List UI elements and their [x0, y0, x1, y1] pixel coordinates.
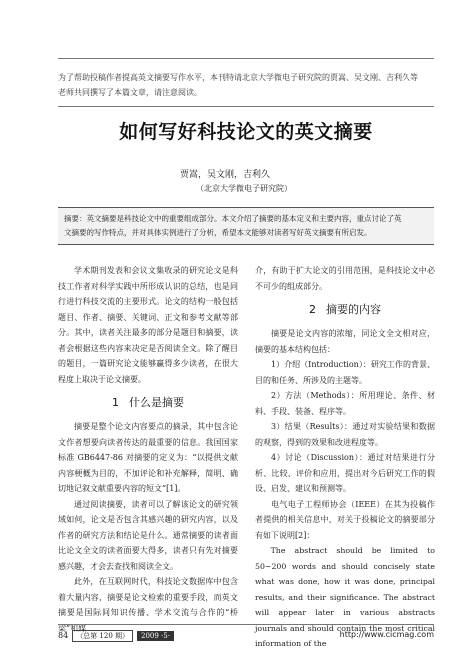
- section-1-number: 1: [112, 396, 119, 409]
- issue-number: （总第 120 期）: [72, 630, 133, 642]
- editor-note-line-1: 为了帮助投稿作者提高英文摘要写作水平，本刊特请北京大学微电子研究院的贾嵩、吴文刚、吉利久等: [58, 73, 418, 82]
- section-1-paragraph-2: 通过阅读摘要，读者可以了解该论文的研究领域如何，论文是否包含其感兴趣的研究内容，以及作者的研究方法和结论是什么。通常摘要的读者面比论文全文的读者面要大得多，读者只有先对摘要感兴趣，才会去查找和阅读全文。: [58, 499, 238, 571]
- right-column: [255, 263, 435, 652]
- footer-rule: [58, 624, 434, 625]
- section-2-heading: [255, 302, 435, 317]
- section-1-paragraph-1: 摘要是整个论文内容要点的摘录，其中包含论文作者想要向读者传达的最重要的信息。我国国家标准 GB6447-86 对摘要的定义为：“以提供文献内容梗概为目的，不加评论和补充解释，简明、确切地记叙文献重要内容的短文”[1]。: [58, 422, 238, 493]
- section-1-title: 什么是摘要: [129, 396, 184, 409]
- list-item-methods: 2）方法（Methods）：所用理论、条件、材料、手段、装备、程序等。: [255, 391, 435, 416]
- intro-paragraph: 学术期刊发表和会议文集收录的研究论文是科技工作者对科学实践中所形成认识的总结，也是同行进行科技交流的主要形式。论文的结构一般包括题目、作者、摘要、关键词、正文和参考文献等部分。其中，读者关注最多的部分是题目和摘要，读者会根据这些内容来决定是否阅读全文。除了醒目的题目，一篇研究论文能够赢得多少读者，在很大程度上取决于论文摘要。: [58, 266, 238, 384]
- continued-paragraph: 介，有助于扩大论文的引用范围，是科技论文中必不可少的组成部分。: [255, 266, 435, 291]
- list-item-results: 3）结果（Results）：通过对实验结果和数据的观察，得到的效果和改进程度等。: [255, 422, 435, 447]
- abstract-line-2: 文摘要的写作特点，并对具体实例进行了分析，希望本文能够对读者写好英文摘要有所启发。: [64, 228, 372, 237]
- affiliation: （北京大学微电子研究院）: [196, 184, 292, 193]
- editor-note-rule: [58, 106, 434, 107]
- list-item-introduction: 1）介绍（Introduction）：研究工作的背景、目的和任务、所涉及的主题等。: [255, 360, 435, 385]
- section-2-title: 摘要的内容: [326, 303, 381, 316]
- list-item-discussion: 4）讨论（Discussion）：通过对结果进行分析、比较、评价和应用，提出对今后研究工作的假设、启发、建议和预测等。: [255, 453, 435, 493]
- authors: 贾嵩，吴文刚，吉利久: [180, 170, 271, 180]
- editor-note-line-2: 老师共同撰写了本篇文章，请注意阅读。: [58, 88, 202, 97]
- article-title: 如何写好科技论文的英文摘要: [119, 121, 373, 143]
- journal-url: http://www.cicmag.com: [339, 630, 434, 639]
- abstract-box: [58, 207, 434, 245]
- left-column: [58, 263, 238, 636]
- page-number: 84: [58, 631, 69, 640]
- section-2-paragraph-1: 摘要是论文内容的浓缩，同论文全文相对应，摘要的基本结构包括：: [255, 329, 435, 354]
- top-rule: [58, 58, 434, 59]
- section-1-heading: [58, 395, 238, 410]
- section-1-paragraph-3: 此外，在互联网时代，科技论文数据库中包含着大量内容，摘要是论文检索的重要手段，而英文摘要是国际间知识传播、学术交流与合作的“桥梁”和媒: [58, 577, 238, 633]
- section-2-paragraph-2: 电气电子工程师协会（IEEE）在其为投稿作者提供的相关信息中，对关于投稿论文的摘要部分有如下说明[2]：: [255, 499, 435, 540]
- section-2-number: 2: [309, 303, 316, 316]
- issue-date: 2009 ·5·: [137, 631, 174, 641]
- abstract-line-1: 摘要：英文摘要是科技论文中的重要组成部分。本文介绍了摘要的基本定义和主要内容，重点讨论了英: [64, 214, 402, 223]
- editor-note: [58, 70, 434, 100]
- ieee-quote: The abstract should be limited to 50~200 words and should concisely state what was done, how it was done, principal results, and their significance. The abstract will appear later in various abstracts journals and should contain the most critical information of the: [255, 546, 435, 648]
